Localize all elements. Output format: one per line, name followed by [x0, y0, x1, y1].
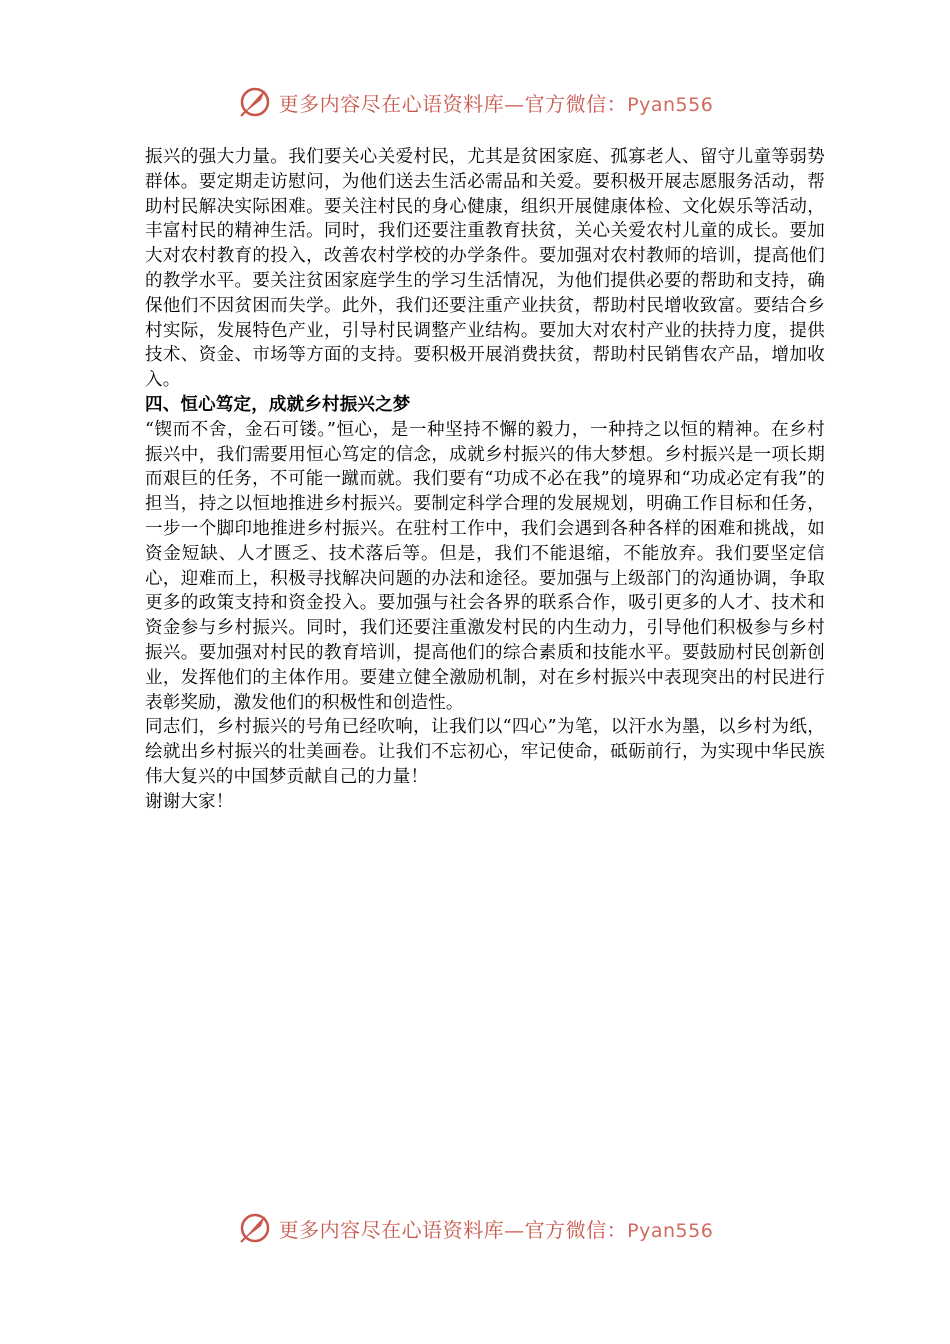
- closing-line: 谢谢大家！: [145, 791, 234, 812]
- quill-pen-logo-icon: [237, 1210, 273, 1246]
- section-heading: 四、恒心笃定，成就乡村振兴之梦: [145, 394, 411, 415]
- paragraph: “锲而不舍，金石可镂。”恒心，是一种坚持不懈的毅力，一种持之以恒的精神。在乡村振兴中，我们需要用恒心笃定的信念，成就乡村振兴的伟大梦想。乡村振兴是一项长期而艰巨的任务，不可能一蹴而就。我们要有“功成不必在我”的境界和“功成必定有我”的担当，持之以恒地推进乡村振兴。要制定科学合理的发展规划，明确工作目标和任务，一步一个脚印地推进乡村振兴。在驻村工作中，我们会遇到各种各样的困难和挑战，如资金短缺、人才匮乏、技术落后等。但是，我们不能退缩，不能放弃。我们要坚定信心，迎难而上，积极寻找解决问题的办法和途径。要加强与上级部门的沟通协调，争取更多的政策支持和资金投入。要加强与社会各界的联系合作，吸引更多的人才、技术和资金参与乡村振兴。同时，我们还要注重激发村民的内生动力，引导他们积极参与乡村振兴。要加强对村民的教育培训，提高他们的综合素质和技能水平。要鼓励村民创新创业，发挥他们的主体作用。要建立健全激励机制，对在乡村振兴中表现突出的村民进行表彰奖励，激发他们的积极性和创造性。: [145, 419, 825, 713]
- wechat-id: Pyan556: [627, 93, 714, 116]
- paragraph: 振兴的强大力量。我们要关心关爱村民，尤其是贫困家庭、孤寡老人、留守儿童等弱势群体。要定期走访慰问，为他们送去生活必需品和关爱。要积极开展志愿服务活动，帮助村民解决实际困难。要关注村民的身心健康，组织开展健康体检、文化娱乐等活动，丰富村民的精神生活。同时，我们还要注重教育扶贫，关心关爱农村儿童的成长。要加大对农村教育的投入，改善农村学校的办学条件。要加强对农村教师的培训，提高他们的教学水平。要关注贫困家庭学生的学习生活情况，为他们提供必要的帮助和支持，确保他们不因贫困而失学。此外，我们还要注重产业扶贫，帮助村民增收致富。要结合乡村实际，发展特色产业，引导村民调整产业结构。要加大对农村产业的扶持力度，提供技术、资金、市场等方面的支持。要积极开展消费扶贫，帮助村民销售农产品，增加收入。: [145, 147, 825, 391]
- footer-banner: [0, 1208, 950, 1248]
- header-banner: [0, 82, 950, 122]
- quill-pen-logo-icon: [237, 84, 273, 120]
- wechat-id: Pyan556: [627, 1219, 714, 1242]
- banner-text: 更多内容尽在心语资料库—官方微信：Pyan556: [278, 91, 714, 116]
- paragraph: 同志们，乡村振兴的号角已经吹响，让我们以“四心”为笔，以汗水为墨，以乡村为纸，绘就出乡村振兴的壮美画卷。让我们不忘初心，牢记使命，砥砺前行，为实现中华民族伟大复兴的中国梦贡献自己的力量！: [145, 717, 825, 787]
- document-body: [145, 145, 825, 815]
- banner-text: 更多内容尽在心语资料库—官方微信：Pyan556: [278, 1217, 714, 1242]
